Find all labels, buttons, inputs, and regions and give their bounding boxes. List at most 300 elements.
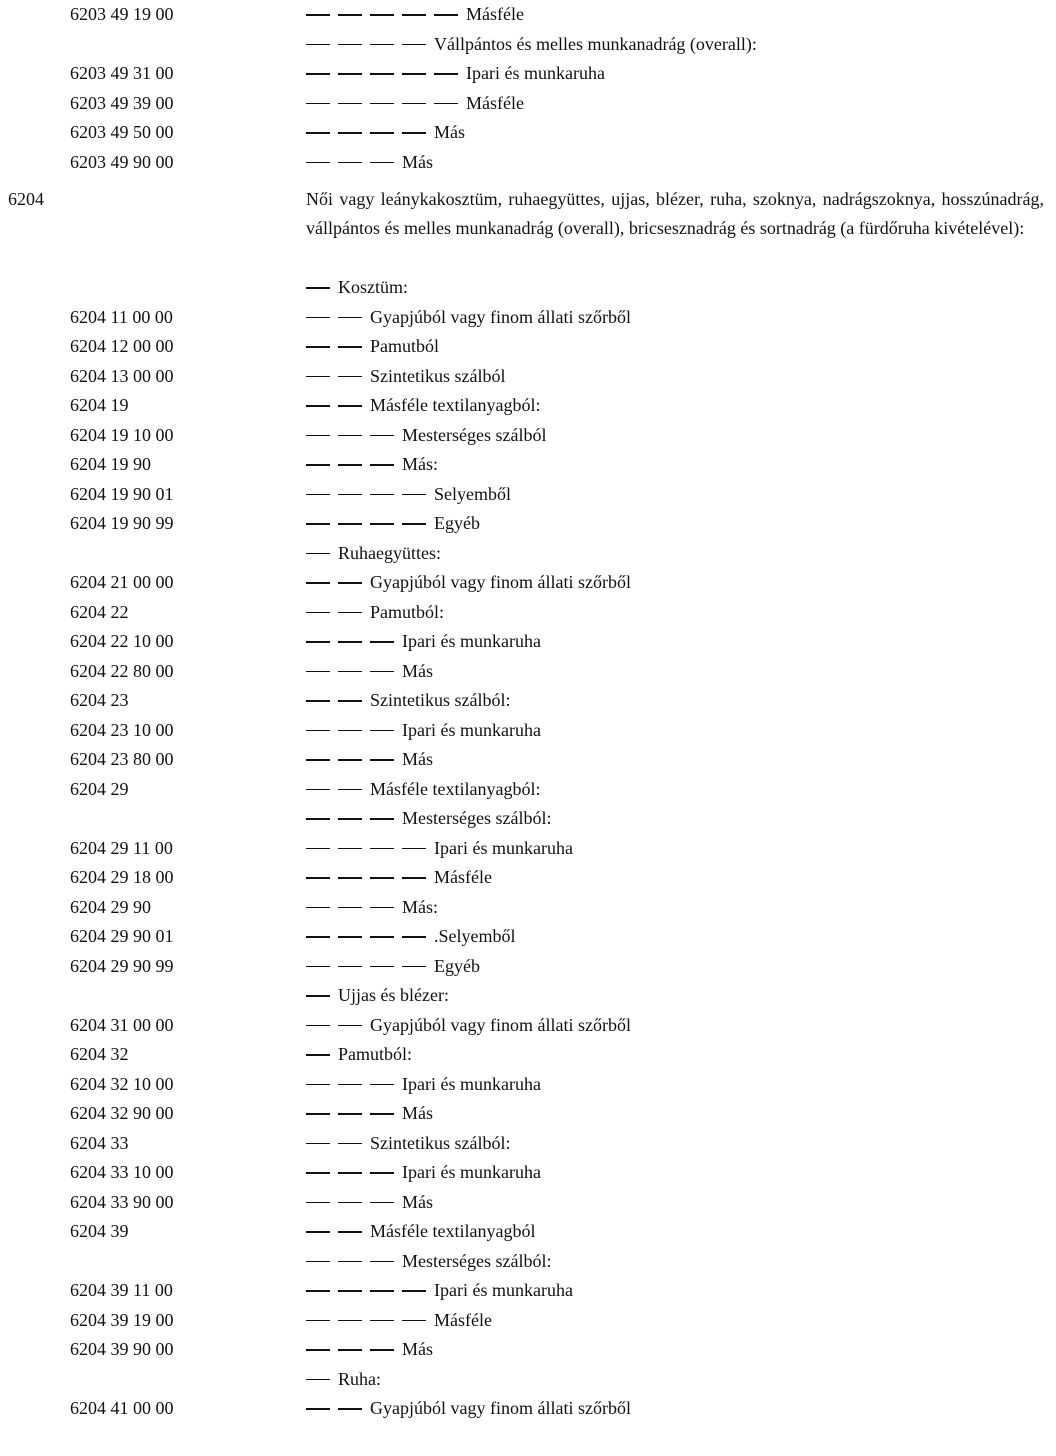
description-text: Selyemből — [434, 483, 511, 504]
description-text: Ipari és munkaruha — [402, 1073, 541, 1094]
tariff-row — [0, 1011, 1056, 1041]
indent-dash — [306, 759, 330, 761]
indent-dash — [402, 73, 426, 75]
indent-dash — [306, 641, 330, 643]
indent-dash — [306, 464, 330, 466]
description-text: Egyéb — [434, 513, 480, 533]
tariff-code: 6204 33 — [70, 1132, 129, 1153]
indent-dash — [402, 848, 426, 850]
tariff-description — [306, 745, 433, 775]
tariff-code: 6204 33 10 00 — [70, 1162, 174, 1182]
tariff-description — [306, 1335, 433, 1365]
indent-dash — [306, 162, 330, 164]
description-text: Gyapjúból vagy finom állati szőrből — [370, 306, 631, 327]
tariff-code: 6204 22 — [70, 601, 129, 622]
indent-dash — [370, 936, 394, 938]
tariff-description — [306, 981, 449, 1011]
description-text: Szintetikus szálból: — [370, 690, 511, 710]
description-text: Ipari és munkaruha — [434, 1280, 573, 1300]
tariff-row — [0, 657, 1056, 687]
tariff-description — [306, 148, 433, 178]
indent-dash — [370, 1202, 394, 1204]
tariff-code: 6204 19 90 — [70, 454, 151, 474]
indent-dash — [338, 877, 362, 879]
indent-dash — [370, 1320, 394, 1322]
indent-dash — [306, 1261, 330, 1263]
indent-dash — [306, 848, 330, 850]
indent-dash — [370, 103, 394, 105]
indent-dash — [370, 1113, 394, 1115]
tariff-code: 6204 23 10 00 — [70, 719, 174, 740]
tariff-row — [0, 450, 1056, 480]
description-text: Mesterséges szálból: — [402, 1250, 552, 1271]
heading-code: 6204 — [8, 189, 44, 209]
indent-dash — [338, 1025, 362, 1027]
tariff-row — [0, 893, 1056, 923]
description-text: Más — [434, 122, 465, 142]
indent-dash — [306, 877, 330, 879]
indent-dash — [306, 317, 330, 319]
indent-dash — [338, 1172, 362, 1174]
indent-dash — [306, 612, 330, 614]
tariff-code: 6204 41 00 00 — [70, 1398, 174, 1418]
tariff-code: 6204 23 — [70, 690, 129, 710]
tariff-row — [0, 745, 1056, 775]
indent-dash — [338, 435, 362, 437]
description-text: Mesterséges szálból — [402, 424, 547, 445]
indent-dash — [338, 1290, 362, 1292]
description-text: Másféle — [434, 1309, 492, 1330]
indent-dash — [370, 966, 394, 968]
tariff-description — [306, 450, 438, 480]
indent-dash — [402, 14, 426, 16]
indent-dash — [370, 1290, 394, 1292]
indent-dash — [306, 936, 330, 938]
tariff-row — [0, 1335, 1056, 1365]
indent-dash — [370, 1172, 394, 1174]
description-text: Más — [402, 749, 433, 769]
tariff-description — [306, 1276, 573, 1306]
tariff-code: 6204 29 90 01 — [70, 926, 174, 946]
tariff-code: 6204 22 10 00 — [70, 631, 174, 651]
indent-dash — [306, 966, 330, 968]
tariff-description — [306, 775, 540, 805]
indent-dash — [338, 1261, 362, 1263]
indent-dash — [306, 907, 330, 909]
description-text: Másféle textilanyagból: — [370, 395, 541, 415]
description-text: Ipari és munkaruha — [402, 1162, 541, 1182]
tariff-code: 6204 19 90 99 — [70, 513, 174, 533]
tariff-code: 6204 33 90 00 — [70, 1191, 174, 1212]
tariff-row — [0, 362, 1056, 392]
indent-dash — [338, 523, 362, 525]
description-text: Szintetikus szálból — [370, 365, 506, 386]
tariff-row — [0, 1306, 1056, 1336]
tariff-description — [306, 1070, 541, 1100]
indent-dash — [402, 1290, 426, 1292]
tariff-row — [0, 59, 1056, 89]
indent-dash — [402, 494, 426, 496]
tariff-code: 6204 29 11 00 — [70, 837, 173, 858]
indent-dash — [370, 759, 394, 761]
tariff-row — [0, 480, 1056, 510]
indent-dash — [306, 1408, 330, 1410]
description-text: Gyapjúból vagy finom állati szőrből — [370, 1398, 631, 1418]
description-text: Másféle — [466, 4, 524, 24]
indent-dash — [338, 1349, 362, 1351]
indent-dash — [370, 464, 394, 466]
tariff-row — [0, 89, 1056, 119]
description-text: Gyapjúból vagy finom állati szőrből — [370, 572, 631, 592]
indent-dash — [402, 103, 426, 105]
tariff-row — [0, 1365, 1056, 1395]
tariff-code: 6204 19 — [70, 395, 129, 415]
tariff-description — [306, 1011, 631, 1041]
tariff-code: 6203 49 90 00 — [70, 151, 174, 172]
tariff-row — [0, 1158, 1056, 1188]
tariff-description — [306, 362, 505, 392]
tariff-row — [0, 1276, 1056, 1306]
tariff-code: 6204 32 — [70, 1044, 129, 1064]
indent-dash — [370, 1084, 394, 1086]
indent-dash — [306, 730, 330, 732]
description-text: Más — [402, 1339, 433, 1359]
indent-dash — [306, 671, 330, 673]
tariff-row — [0, 1040, 1056, 1070]
tariff-row — [0, 716, 1056, 746]
indent-dash — [370, 162, 394, 164]
description-text: Ujjas és blézer: — [338, 985, 449, 1005]
tariff-description — [306, 118, 465, 148]
indent-dash — [370, 44, 394, 46]
indent-dash — [338, 700, 362, 702]
description-text: Pamutból: — [370, 601, 445, 622]
indent-dash — [338, 759, 362, 761]
tariff-description — [306, 1188, 433, 1218]
indent-dash — [434, 14, 458, 16]
tariff-row — [0, 804, 1056, 834]
tariff-code: 6203 49 39 00 — [70, 92, 174, 113]
description-text: Ruhaegyüttes: — [338, 542, 441, 563]
indent-dash — [338, 494, 362, 496]
indent-dash — [338, 132, 362, 134]
indent-dash — [338, 1084, 362, 1086]
indent-dash — [402, 44, 426, 46]
indent-dash — [370, 907, 394, 909]
tariff-row — [0, 568, 1056, 598]
description-text: Pamutból — [370, 336, 440, 356]
tariff-code: 6203 49 31 00 — [70, 63, 174, 83]
indent-dash — [402, 523, 426, 525]
indent-dash — [306, 376, 330, 378]
tariff-code: 6204 39 19 00 — [70, 1309, 174, 1330]
indent-dash — [370, 14, 394, 16]
indent-dash — [338, 44, 362, 46]
rows-top — [0, 0, 1056, 177]
indent-dash — [338, 1320, 362, 1322]
tariff-code: 6204 19 90 01 — [70, 483, 174, 504]
tariff-description — [306, 421, 546, 451]
indent-dash — [338, 612, 362, 614]
description-text: Ipari és munkaruha — [466, 63, 605, 83]
description-text: Egyéb — [434, 955, 480, 976]
indent-dash — [306, 405, 330, 407]
indent-dash — [306, 1084, 330, 1086]
description-text: Ipari és munkaruha — [402, 719, 541, 740]
indent-dash — [338, 730, 362, 732]
tariff-description — [306, 1394, 631, 1424]
tariff-description — [306, 332, 439, 362]
tariff-code: 6204 13 00 00 — [70, 365, 174, 386]
description-text: Ruha: — [338, 1368, 381, 1389]
description-text: Más — [402, 660, 433, 681]
indent-dash — [306, 494, 330, 496]
indent-dash — [306, 14, 330, 16]
description-text: Mesterséges szálból: — [402, 808, 552, 828]
indent-dash — [306, 995, 330, 997]
description-text: Más — [402, 151, 433, 172]
description-text: Másféle — [466, 92, 524, 113]
indent-dash — [402, 877, 426, 879]
tariff-description — [306, 716, 541, 746]
indent-dash — [338, 464, 362, 466]
tariff-row — [0, 273, 1056, 303]
indent-dash — [338, 1143, 362, 1145]
tariff-description — [306, 1306, 492, 1336]
heading-6204 — [0, 185, 1056, 273]
tariff-code: 6204 19 10 00 — [70, 424, 174, 445]
description-text: Más — [402, 1191, 433, 1212]
tariff-code: 6204 22 80 00 — [70, 660, 174, 681]
indent-dash — [338, 641, 362, 643]
indent-dash — [306, 103, 330, 105]
description-text: .Selyemből — [434, 926, 516, 946]
indent-dash — [338, 103, 362, 105]
tariff-row — [0, 981, 1056, 1011]
description-text: Ipari és munkaruha — [402, 631, 541, 651]
indent-dash — [306, 287, 330, 289]
tariff-description — [306, 1217, 535, 1247]
tariff-row — [0, 1217, 1056, 1247]
indent-dash — [338, 162, 362, 164]
tariff-code: 6204 31 00 00 — [70, 1014, 174, 1035]
indent-dash — [370, 1261, 394, 1263]
tariff-description — [306, 539, 441, 569]
indent-dash — [338, 376, 362, 378]
indent-dash — [370, 132, 394, 134]
indent-dash — [370, 435, 394, 437]
tariff-row — [0, 118, 1056, 148]
indent-dash — [306, 1025, 330, 1027]
indent-dash — [338, 818, 362, 820]
tariff-row — [0, 148, 1056, 178]
tariff-description — [306, 89, 524, 119]
tariff-code: 6204 23 80 00 — [70, 749, 174, 769]
indent-dash — [338, 14, 362, 16]
indent-dash — [402, 936, 426, 938]
tariff-row — [0, 1394, 1056, 1424]
tariff-code: 6204 39 11 00 — [70, 1280, 173, 1300]
indent-dash — [306, 700, 330, 702]
indent-dash — [306, 789, 330, 791]
tariff-code: 6204 21 00 00 — [70, 572, 174, 592]
indent-dash — [306, 435, 330, 437]
tariff-row — [0, 1247, 1056, 1277]
indent-dash — [306, 582, 330, 584]
tariff-description — [306, 627, 541, 657]
indent-dash — [306, 132, 330, 134]
tariff-description — [306, 1365, 381, 1395]
indent-dash — [402, 132, 426, 134]
tariff-code: 6204 39 90 00 — [70, 1339, 174, 1359]
description-text: Szintetikus szálból: — [370, 1132, 511, 1153]
tariff-code: 6204 32 10 00 — [70, 1073, 174, 1094]
tariff-row — [0, 1188, 1056, 1218]
indent-dash — [306, 553, 330, 555]
description-text: Kosztüm: — [338, 277, 408, 297]
indent-dash — [306, 1172, 330, 1174]
tariff-row — [0, 421, 1056, 451]
indent-dash — [306, 1054, 330, 1056]
description-text: Más: — [402, 454, 438, 474]
indent-dash — [306, 1290, 330, 1292]
indent-dash — [338, 1231, 362, 1233]
tariff-code: 6204 12 00 00 — [70, 336, 174, 356]
heading-text: Női vagy leánykakosztüm, ruhaegyüttes, ujjas, blézer, ruha, szoknya, nadrágszoknya, hosszúnadrág, vállpántos és melles munkanadrág (overall), bricsesznadrág és sortnadrág (a fürdőruha kivételével): — [306, 189, 1044, 238]
description-text: Másféle textilanyagból: — [370, 778, 541, 799]
indent-dash — [306, 1320, 330, 1322]
tariff-code: 6203 49 50 00 — [70, 122, 174, 142]
tariff-code: 6204 11 00 00 — [70, 306, 173, 327]
indent-dash — [338, 1113, 362, 1115]
tariff-description — [306, 922, 516, 952]
indent-dash — [370, 494, 394, 496]
tariff-row — [0, 627, 1056, 657]
tariff-description — [306, 1099, 433, 1129]
tariff-row — [0, 922, 1056, 952]
tariff-description — [306, 686, 510, 716]
indent-dash — [338, 73, 362, 75]
indent-dash — [338, 789, 362, 791]
tariff-row — [0, 30, 1056, 60]
tariff-code: 6203 49 19 00 — [70, 4, 174, 24]
description-text: Más — [402, 1103, 433, 1123]
description-text: Másféle textilanyagból — [370, 1221, 536, 1241]
indent-dash — [306, 523, 330, 525]
tariff-description — [306, 0, 524, 30]
tariff-description — [306, 893, 438, 923]
tariff-row — [0, 332, 1056, 362]
tariff-row — [0, 598, 1056, 628]
indent-dash — [306, 73, 330, 75]
indent-dash — [370, 523, 394, 525]
tariff-description — [306, 1158, 541, 1188]
indent-dash — [338, 936, 362, 938]
indent-dash — [434, 103, 458, 105]
indent-dash — [338, 346, 362, 348]
tariff-row — [0, 303, 1056, 333]
tariff-code: 6204 29 18 00 — [70, 867, 174, 887]
tariff-row — [0, 1099, 1056, 1129]
indent-dash — [402, 966, 426, 968]
tariff-row — [0, 0, 1056, 30]
indent-dash — [306, 1143, 330, 1145]
indent-dash — [338, 848, 362, 850]
tariff-row — [0, 834, 1056, 864]
indent-dash — [338, 582, 362, 584]
tariff-code: 6204 29 — [70, 778, 129, 799]
description-text: Vállpántos és melles munkanadrág (overall): — [434, 33, 757, 54]
description-text: Ipari és munkaruha — [434, 837, 573, 858]
tariff-row — [0, 539, 1056, 569]
indent-dash — [370, 73, 394, 75]
indent-dash — [370, 671, 394, 673]
tariff-row — [0, 1070, 1056, 1100]
indent-dash — [306, 346, 330, 348]
tariff-description — [306, 568, 631, 598]
tariff-description — [306, 391, 540, 421]
indent-dash — [338, 1202, 362, 1204]
description-text: Más: — [402, 896, 438, 917]
tariff-description — [306, 598, 444, 628]
indent-dash — [306, 1379, 330, 1381]
tariff-description — [306, 1040, 412, 1070]
description-text: Gyapjúból vagy finom állati szőrből — [370, 1014, 631, 1035]
indent-dash — [338, 966, 362, 968]
indent-dash — [370, 730, 394, 732]
indent-dash — [338, 405, 362, 407]
tariff-row — [0, 509, 1056, 539]
tariff-description — [306, 952, 480, 982]
tariff-description — [306, 273, 408, 303]
indent-dash — [370, 1349, 394, 1351]
indent-dash — [370, 818, 394, 820]
tariff-description — [306, 30, 757, 60]
tariff-code: 6204 29 90 99 — [70, 955, 174, 976]
tariff-code: 6204 29 90 — [70, 896, 151, 917]
tariff-description — [306, 1129, 510, 1159]
tariff-row — [0, 1129, 1056, 1159]
tariff-description — [306, 804, 551, 834]
indent-dash — [338, 907, 362, 909]
indent-dash — [338, 1408, 362, 1410]
indent-dash — [306, 1202, 330, 1204]
tariff-row — [0, 686, 1056, 716]
indent-dash — [402, 1320, 426, 1322]
indent-dash — [338, 317, 362, 319]
tariff-description — [306, 657, 433, 687]
indent-dash — [338, 671, 362, 673]
indent-dash — [306, 44, 330, 46]
tariff-code: 6204 39 — [70, 1221, 129, 1241]
tariff-description — [306, 59, 605, 89]
tariff-code: 6204 32 90 00 — [70, 1103, 174, 1123]
description-text: Másféle — [434, 867, 492, 887]
indent-dash — [370, 877, 394, 879]
tariff-row — [0, 952, 1056, 982]
tariff-description — [306, 303, 631, 333]
indent-dash — [434, 73, 458, 75]
indent-dash — [370, 641, 394, 643]
indent-dash — [306, 818, 330, 820]
indent-dash — [306, 1349, 330, 1351]
tariff-row — [0, 391, 1056, 421]
rows-main — [0, 273, 1056, 1424]
tariff-description — [306, 509, 480, 539]
description-text: Pamutból: — [338, 1044, 413, 1064]
indent-dash — [370, 848, 394, 850]
tariff-row — [0, 863, 1056, 893]
